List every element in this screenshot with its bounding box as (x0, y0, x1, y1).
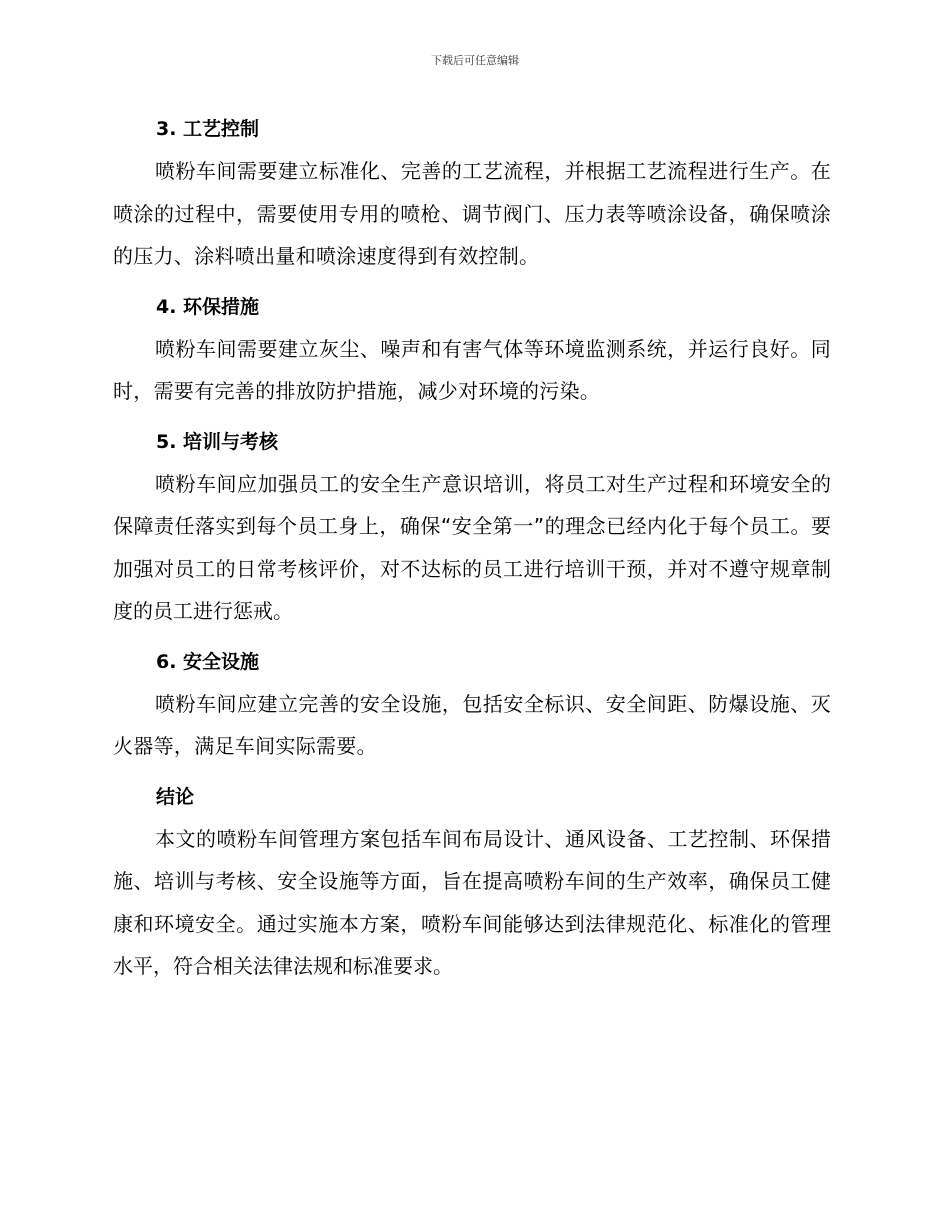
section-paragraph-environmental-measures: 喷粉车间需要建立灰尘、噪声和有害气体等环境监测系统，并运行良好。同时，需要有完善的排放防护措施，减少对环境的污染。 (113, 336, 831, 403)
section-paragraph-training-assessment: 喷粉车间应加强员工的安全生产意识培训，将员工对生产过程和环境安全的保障责任落实到每个员工身上，确保“安全第一”的理念已经内化于每个员工。要加强对员工的日常考核评价，对不达标的员工进行培训干预，并对不遵守规章制度的员工进行惩戒。 (113, 471, 831, 623)
page-header: 下载后可任意编辑 (431, 54, 519, 67)
document-body (113, 108, 831, 996)
section-paragraph-conclusion: 本文的喷粉车间管理方案包括车间布局设计、通风设备、工艺控制、环保措施、培训与考核、安全设施等方面，旨在提高喷粉车间的生产效率，确保员工健康和环境安全。通过实施本方案，喷粉车间能够达到法律规范化、标准化的管理水平，符合相关法律法规和标准要求。 (113, 826, 831, 978)
section-heading-process-control: 3. 工艺控制 (156, 118, 260, 140)
section-paragraph-process-control: 喷粉车间需要建立标准化、完善的工艺流程，并根据工艺流程进行生产。在喷涂的过程中，需要使用专用的喷枪、调节阀门、压力表等喷涂设备，确保喷涂的压力、涂料喷出量和喷涂速度得到有效控制。 (113, 159, 831, 268)
section-heading-training-assessment: 5. 培训与考核 (156, 430, 279, 453)
section-heading-safety-facilities: 6. 安全设施 (156, 650, 260, 673)
section-heading-environmental-measures: 4. 环保措施 (156, 295, 260, 318)
section-heading-conclusion: 结论 (156, 785, 195, 808)
section-paragraph-safety-facilities: 喷粉车间应建立完善的安全设施，包括安全标识、安全间距、防爆设施、灭火器等，满足车间实际需要。 (113, 691, 831, 758)
